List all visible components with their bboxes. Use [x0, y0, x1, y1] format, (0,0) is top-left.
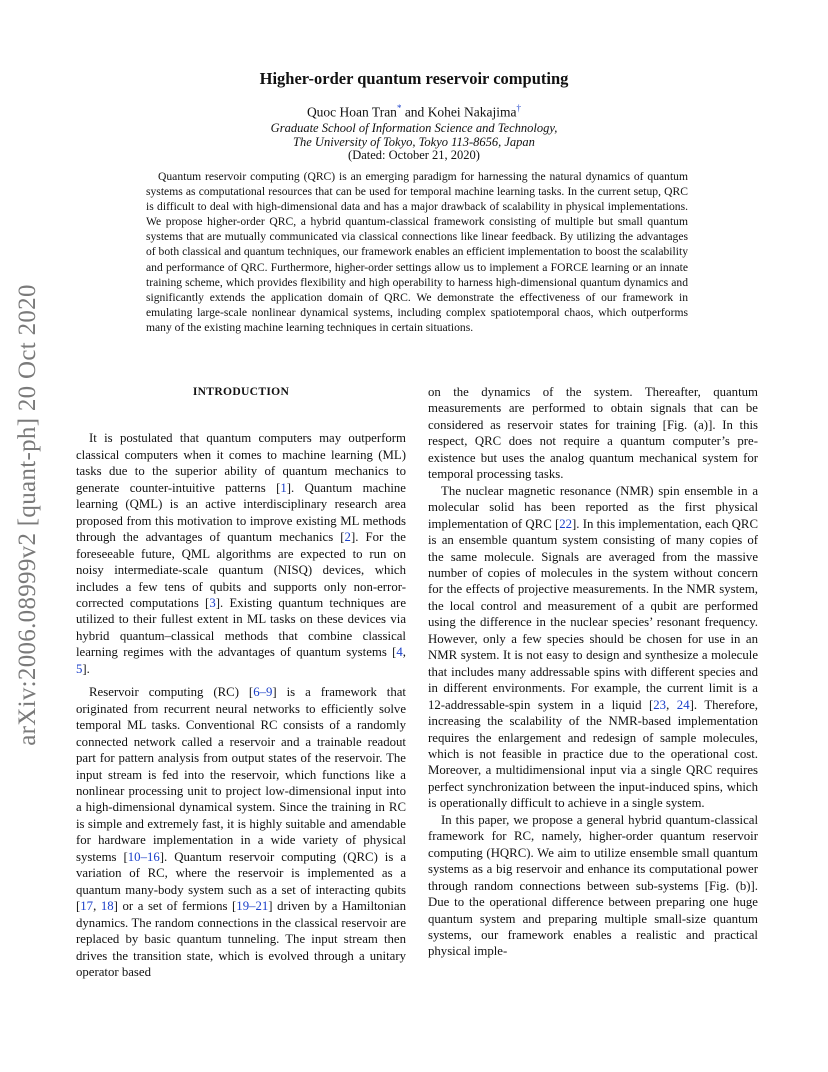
- author-name: Quoc Hoan Tran: [306, 104, 397, 120]
- citation-link[interactable]: 4: [396, 645, 403, 660]
- author-footnote-mark[interactable]: *: [396, 103, 402, 113]
- affiliation-line: The University of Tokyo, Tokyo 113-8656, Japan: [293, 135, 535, 149]
- author-footnote-mark[interactable]: †: [516, 103, 522, 113]
- body-paragraph: Reservoir computing (RC) [6–9] is a framework that originated from recurrent neural networks to efficiently solve temporal ML tasks. Conventional RC consists of a randomly connected network called a reservoir and a trainable readout part for pattern analysis from output states of the reservoir. The input stream is fed into the reservoir, which functions like a nonlinear processing unit to project low-dimensional input into a high-dimensional dynamical system. Since the training in RC is simple and extremely fast, it is highly suitable and amendable for hardware implementation in a wide variety of physical systems [10–16]. Quantum reservoir computing (QRC) is a variation of RC, where the reservoir is implemented as a quantum many-body system such as a set of interacting qubits [17, 18] or a set of fermions [19–21] driven by a Hamiltonian dynamics. The random connections in the classical reservoir are replaced by basic quantum tunneling. The input stream then drives the transition state, which is evolved through a unitary operator based: [76, 685, 407, 979]
- citation-link[interactable]: 17: [80, 899, 94, 914]
- body-paragraph: on the dynamics of the system. Thereafter, quantum measurements are performed to obtain signals that can be considered as reservoir states for training [Fig. (a)]. In this respect, QRC does not require a quantum computer’s pre-existence but uses the analog quantum mechanical system for temporal processing tasks.: [428, 385, 758, 482]
- citation-link[interactable]: 23: [653, 697, 667, 712]
- citation-link[interactable]: 18: [100, 899, 114, 914]
- body-paragraph: The nuclear magnetic resonance (NMR) spin ensemble in a molecular solid has been reported as the first physical implementation of QRC [22]. In this implementation, each QRC is an ensemble quantum system consisting of many copies of the same molecule. Signals are averaged from the massive number of copies of molecules in the system without concern for the effects of projective measurements. In the NMR system, the local control and measurement of a qubit are performed using the difference in the nuclear species’ resonant frequency. However, only a few species should be chosen for use in an NMR system. It is not easy to design and synthesize a molecule that includes many addressable spins with different species and in different environments. For example, the current limit is a 12-addressable-spin system in a liquid [23, 24]. Therefore, increasing the scalability of the NMR-based implementation requires the enlargement and redesign of sample molecules, which is not feasible in practice due to the operational cost. Moreover, a multidimensional input via a single QRC requires perfect synchronization between the input-induced spins, which is operationally difficult to achieve in a single system.: [428, 483, 758, 811]
- author-line: [0, 103, 828, 121]
- author-name: Kohei Nakajima: [427, 104, 517, 120]
- body-paragraph: In this paper, we propose a general hybrid quantum-classical framework for RC, namely, higher-order quantum reservoir computing (HQRC). We aim to utilize ensemble small quantum systems as a big reservoir and enhance its computational power through random connections between sub-systems [Fig. (b)]. Due to the operational difference between preparing one huge quantum system and preparing multiple small-size quantum systems, our framework enables a realistic and practical physical imple-: [428, 812, 758, 959]
- left-column: [76, 380, 406, 980]
- citation-link[interactable]: 22: [559, 516, 573, 531]
- citation-link[interactable]: 24: [676, 697, 690, 712]
- citation-link[interactable]: 5: [76, 661, 83, 676]
- abstract: Quantum reservoir computing (QRC) is an emerging paradigm for harnessing the natural dynamics of quantum systems as computational resources that can be used for temporal machine learning tasks. In the current setup, QRC is difficult to deal with high-dimensional data and has a major drawback of scalability in physical implementations. We propose higher-order QRC, a hybrid quantum-classical framework consisting of multiple but small quantum systems that are mutually communicated via classical connections like linear feedback. By utilizing the advantages of both classical and quantum techniques, our framework enables an efficient implementation to boost the scalability and performance of QRC. Furthermore, higher-order settings allow us to implement a FORCE learning or an innate training scheme, which provides flexibility and high operability to harness high-dimensional quantum dynamics and significantly extends the application domain of QRC. We demonstrate the effectiveness of our framework in emulating large-scale nonlinear dynamical systems, including complex spatiotemporal chaos, which outperforms many of the existing machine learning techniques in certain situations.: [146, 170, 688, 334]
- arxiv-identifier: arXiv:2006.08999v2 [quant-ph] 20 Oct 2020: [14, 284, 41, 746]
- citation-link[interactable]: 10–16: [127, 849, 160, 864]
- citation-link[interactable]: 6–9: [253, 685, 273, 700]
- date-line: (Dated: October 21, 2020): [348, 148, 480, 162]
- arxiv-identifier-stamp: [8, 280, 48, 750]
- citation-link[interactable]: 19–21: [236, 899, 269, 914]
- citation-link[interactable]: 2: [344, 530, 351, 545]
- citation-link[interactable]: 1: [280, 480, 287, 495]
- paper-title: Higher-order quantum reservoir computing: [259, 69, 569, 88]
- affiliation-line: Graduate School of Information Science and Technology,: [270, 121, 558, 135]
- section-heading: INTRODUCTION: [192, 385, 290, 398]
- right-column: [428, 384, 758, 960]
- citation-link[interactable]: 3: [209, 595, 216, 610]
- body-paragraph: It is postulated that quantum computers may outperform classical computers when it comes to machine learning (ML) tasks due to the superior ability of quantum mechanics to generate counter-intuitive patterns [1]. Quantum machine learning (QML) is an active interdisciplinary research area proposed from this motivation to improve existing ML methods through the advantages of quantum mechanics [2]. For the foreseeable future, QML algorithms are expected to run on noisy intermediate-scale quantum (NISQ) devices, which includes a few tens of qubits and supports only non-error-corrected computations [3]. Existing quantum techniques are utilized to their fullest extent in ML tasks on these devices via hybrid quantum–classical methods that combine classical learning regimes with the advantages of quantum systems [4, 5].: [76, 431, 406, 676]
- author-conjunction: and: [404, 104, 425, 120]
